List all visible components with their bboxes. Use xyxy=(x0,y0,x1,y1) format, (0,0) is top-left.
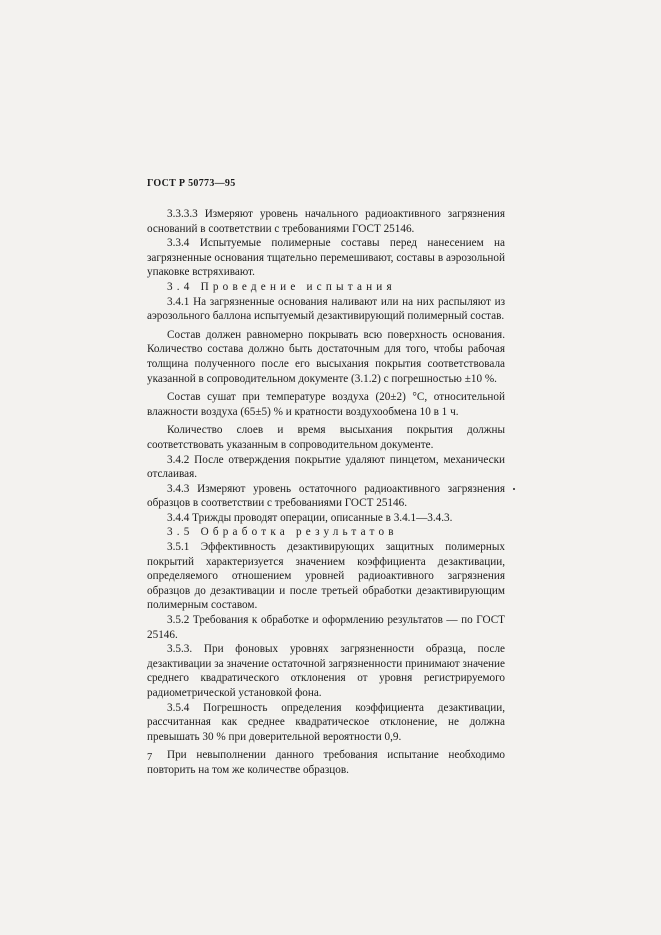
section-heading-3-5: 3.5 Обработка результатов xyxy=(167,526,398,539)
paragraph-repeat: При невыполнении данного требования испытание необходимо повторить на том же количестве образцов. xyxy=(147,749,505,776)
paragraph-3-5-3: 3.5.3. При фоновых уровнях загрязненности образца, после дезактивации за значение остаточной загрязненности принимают значение среднего квадратического отклонения от уровня регистрируемого радиометрической установкой фона. xyxy=(147,643,505,699)
document-header: ГОСТ Р 50773—95 xyxy=(147,178,236,189)
paragraph-3-5-4: 3.5.4 Погрешность определения коэффициента дезактивации, рассчитанная как среднее квадратическое отклонение, не должна превышать 30 % при доверительной вероятности 0,9. xyxy=(147,701,505,743)
document-body xyxy=(147,207,505,782)
paragraph-3-4-3: 3.4.3 Измеряют уровень остаточного радиоактивного загрязнения образцов в соответствии с требованиями ГОСТ 25146. xyxy=(147,482,505,510)
paragraph-layers: Количество слоев и время высыхания покрытия должны соответствовать указанным в сопроводительном документе. xyxy=(147,424,505,451)
paragraph-3-4-2: 3.4.2 После отверждения покрытие удаляют пинцетом, механически отслаивая. xyxy=(147,453,505,481)
paragraph-3-3-4: 3.3.4 Испытуемые полимерные составы перед нанесением на загрязненные основания тщательно перемешивают, составы в аэрозольной упаковке встряхивают. xyxy=(147,237,505,279)
paragraph-3-3-3-3: 3.3.3.3 Измеряют уровень начального радиоактивного загрязнения оснований в соответствии с требованиями ГОСТ 25146. xyxy=(147,208,505,235)
page-number: 7 xyxy=(147,752,153,763)
paragraph-coverage: Состав должен равномерно покрывать всю поверхность основания. Количество состава должно быть достаточным для того, чтобы рабочая толщина полученного после его высыхания покрытия соответствовала указанной в сопроводительном документе (3.1.2) с погрешностью ±10 %. xyxy=(147,328,505,385)
paragraph-3-5-2: 3.5.2 Требования к обработке и оформлению результатов — по ГОСТ 25146. xyxy=(147,614,505,641)
paragraph-drying: Состав сушат при температуре воздуха (20±2) °С, относительной влажности воздуха (65±5) % и кратности воздухообмена 10 в 1 ч. xyxy=(147,391,505,418)
paragraph-3-4-4: 3.4.4 Трижды проводят операции, описанные в 3.4.1—3.4.3. xyxy=(167,511,453,524)
paragraph-3-5-1: 3.5.1 Эффективность дезактивирующих защитных полимерных покрытий характеризуется значением коэффициента дезактивации, определяемого отношением уровней радиоактивного загрязнения образцов до дезактивации и после третьей обработки дезактивирующим полимерным составом. xyxy=(147,541,505,612)
paragraph-3-4-1: 3.4.1 На загрязненные основания наливают или на них распыляют из аэрозольного баллона испытуемый дезактивирующий полимерный состав. xyxy=(147,295,505,323)
stray-mark xyxy=(513,488,515,490)
section-heading-3-4: 3.4 Проведение испытания xyxy=(167,280,396,293)
